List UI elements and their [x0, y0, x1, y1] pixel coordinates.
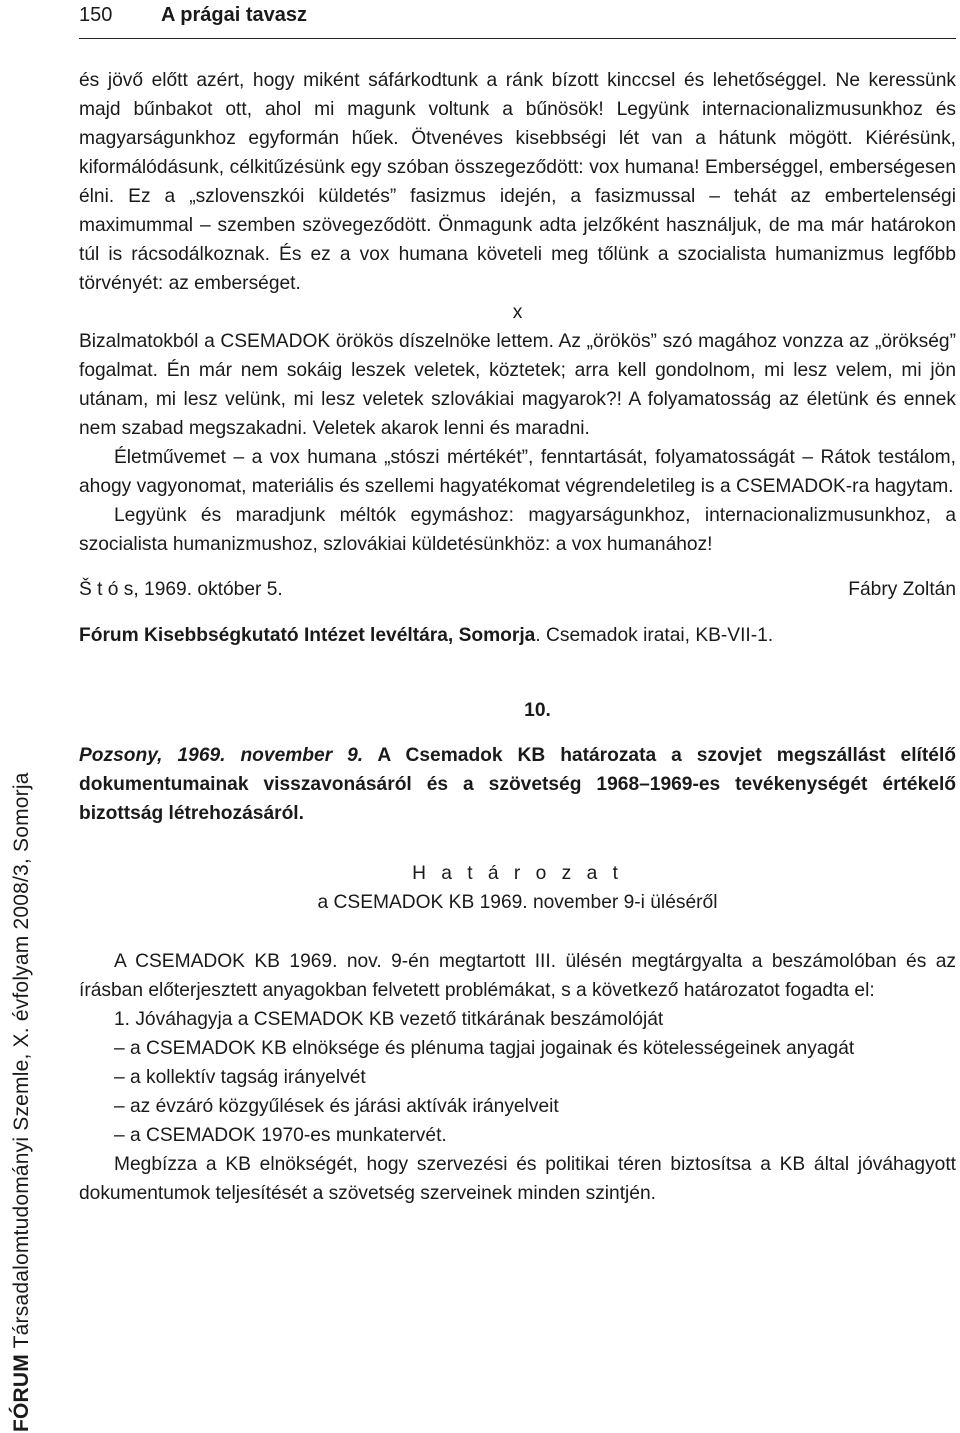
- document-title: A Csemadok KB határozata a szovjet megszállást elítélő dokumentumainak visszavonásáról és a szövetség 1968–1969-es tevékenységét értékelő bizottság létrehozásáról.: [79, 745, 956, 824]
- signature-name: Fábry Zoltán: [848, 579, 956, 600]
- resolution-subtitle: a CSEMADOK KB 1969. november 9-i üléséről: [317, 892, 718, 913]
- body-paragraph-3: Életművemet – a vox humana „stószi mértékét”, fenntartását, folyamatosságát – Rátok testálom, ahogy vagyonomat, materiális és szellemi hagyatékomat végrendeletileg is a CSEMADOK-ra hagytam.: [79, 447, 956, 497]
- section-separator: x: [512, 302, 523, 323]
- document-number: 10.: [524, 700, 551, 721]
- body-paragraph-1: és jövő előtt azért, hogy miként sáfárkodtunk a ránk bízott kinccsel és lehetőséggel. Ne keressünk majd bűnbakot ott, ahol mi magunk voltunk a bűnösök! Legyünk internacionalizmusunkhoz és magyarságunkhoz egyformán hűek. Ötvenéves kisebbségi lét van a hátunk mögött. Kiérésünk, kiformálódásunk, célkitűzésünk egy szóban összegeződött: vox humana! Emberséggel, emberségesen élni. Ez a „szlovenszkói küldetés” fasizmus idején, a fasizmussal – tehát az embertelenségi maximummal – szemben szövegeződött. Önmagunk adta jelzőként használjuk, de ma már határokon túl is rácsodálkoznak. És ez a vox humana követeli meg tőlünk a szocialista humanizmus legfőbb törvényét: az emberséget.: [79, 70, 956, 294]
- running-title: A prágai tavasz: [161, 4, 307, 26]
- resolution-item: – az évzáró közgyűlések és járási aktívák irányelveit: [114, 1096, 559, 1117]
- signature-line: [79, 575, 956, 604]
- journal-sidebar: [7, 772, 37, 1432]
- archive-source: [79, 621, 956, 650]
- archive-source-name: Fórum Kisebbségkutató Intézet levéltára, Somorja: [79, 625, 536, 646]
- page-body: [79, 66, 956, 1208]
- resolution-item: – a kollektív tagság irányelvét: [114, 1067, 366, 1088]
- journal-info: Társadalomtudományi Szemle, X. évfolyam 2008/3, Somorja: [10, 772, 33, 1354]
- journal-brand: FÓRUM: [10, 1354, 33, 1432]
- resolution-title: H a t á r o z a t: [412, 863, 623, 884]
- document-place-date: Pozsony, 1969. november 9.: [79, 745, 364, 766]
- resolution-final: Megbízza a KB elnökségét, hogy szervezési és politikai téren biztosítsa a KB által jóváhagyott dokumentumok teljesítését a szövetség szerveinek minden szintjén.: [79, 1154, 956, 1204]
- body-paragraph-2: Bizalmatokból a CSEMADOK örökös díszelnöke lettem. Az „örökös” szó magához vonzza az „örökség” fogalmat. Én már nem sokáig leszek veletek, köztetek; arra kell gondolnom, mi lesz velem, mi jön utánam, mi lesz velünk, mi lesz veletek szlovákiai magyarok?! A folyamatosság az életünk és ennek nem szabad megszakadni. Veletek akarok lenni és maradni.: [79, 331, 956, 439]
- resolution-item: 1. Jóváhagyja a CSEMADOK KB vezető titkárának beszámolóját: [114, 1009, 664, 1030]
- body-paragraph-4: Legyünk és maradjunk méltók egymáshoz: magyarságunkhoz, internacionalizmusunkhoz, a szocialista humanizmushoz, szlovákiai küldetésünkhöz: a vox humanához!: [79, 505, 956, 555]
- resolution-item: – a CSEMADOK 1970-es munkatervét.: [114, 1125, 447, 1146]
- page-header: [79, 0, 956, 39]
- letter-place-date: Š t ó s, 1969. október 5.: [79, 579, 283, 600]
- page-number: 150: [79, 4, 113, 26]
- archive-source-ref: . Csemadok iratai, KB-VII-1.: [535, 625, 774, 646]
- document-heading: [79, 741, 956, 828]
- resolution-intro: A CSEMADOK KB 1969. nov. 9-én megtartott III. ülésén megtárgyalta a beszámolóban és az írásban előterjesztett anyagokban felvetett problémákat, s a következő határozatot fogadta el:: [79, 951, 956, 1001]
- resolution-item: – a CSEMADOK KB elnöksége és plénuma tagjai jogainak és kötelességeinek anyagát: [114, 1038, 855, 1059]
